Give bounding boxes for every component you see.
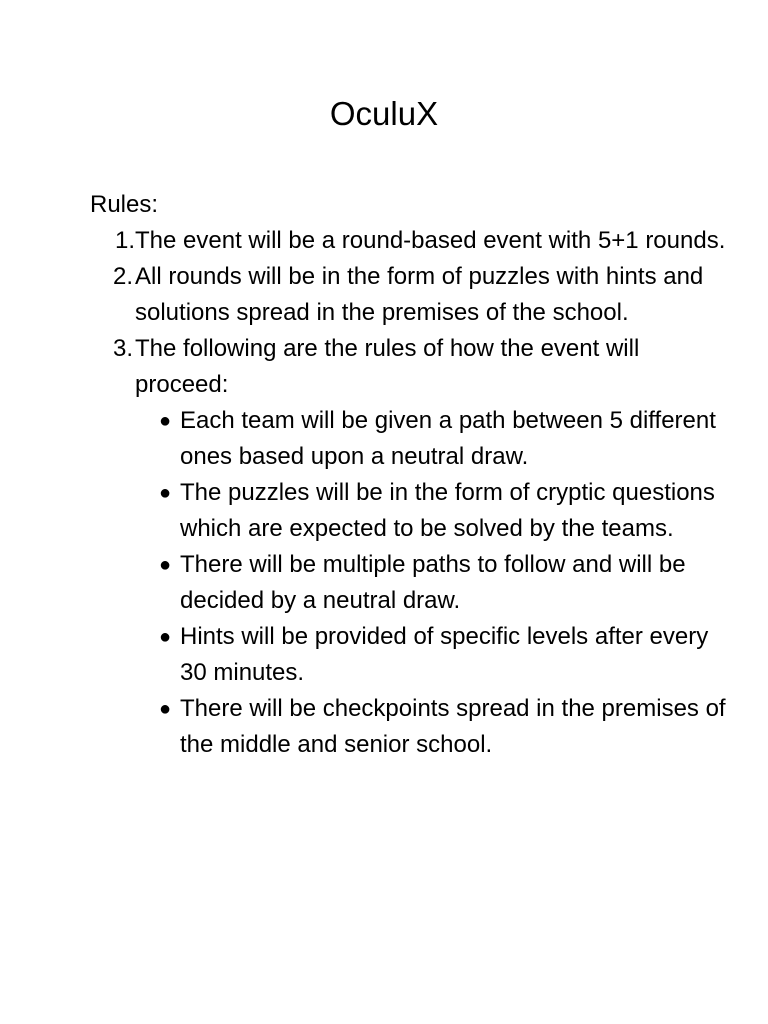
- sub-rule-text: There will be multiple paths to follow and will be decided by a neutral draw.: [180, 551, 686, 614]
- rule-item: [90, 223, 730, 259]
- bullet-icon: ●: [159, 554, 172, 576]
- rule-text: The following are the rules of how the event will proceed:: [135, 335, 640, 398]
- bullet-icon: ●: [159, 410, 172, 432]
- bullet-icon: ●: [159, 482, 172, 504]
- sub-rules-list: [135, 403, 730, 763]
- rule-number: 3.: [113, 335, 134, 362]
- rule-number: 2.: [113, 263, 134, 290]
- rule-item: [90, 259, 730, 331]
- sub-rule-text: Each team will be given a path between 5 different ones based upon a neutral draw.: [180, 407, 716, 470]
- sub-rule-item: [135, 619, 730, 691]
- rule-number: 1.: [115, 227, 136, 254]
- bullet-icon: ●: [159, 698, 172, 720]
- sub-rule-text: There will be checkpoints spread in the premises of the middle and senior school.: [180, 695, 726, 758]
- sub-rule-text: The puzzles will be in the form of cryptic questions which are expected to be solved by the teams.: [180, 479, 715, 542]
- sub-rule-text: Hints will be provided of specific levels after every 30 minutes.: [180, 623, 709, 686]
- rule-item: [90, 331, 730, 763]
- rules-heading: Rules:: [90, 191, 159, 218]
- rules-section: [90, 187, 730, 763]
- sub-rule-item: [135, 403, 730, 475]
- rules-list: [90, 223, 730, 763]
- rule-text: The event will be a round-based event with 5+1 rounds.: [135, 227, 726, 254]
- document-title: OculuX: [329, 95, 439, 132]
- bullet-icon: ●: [159, 626, 172, 648]
- sub-rule-item: [135, 691, 730, 763]
- rule-text: All rounds will be in the form of puzzles with hints and solutions spread in the premises of the school.: [135, 263, 704, 326]
- sub-rule-item: [135, 547, 730, 619]
- sub-rule-item: [135, 475, 730, 547]
